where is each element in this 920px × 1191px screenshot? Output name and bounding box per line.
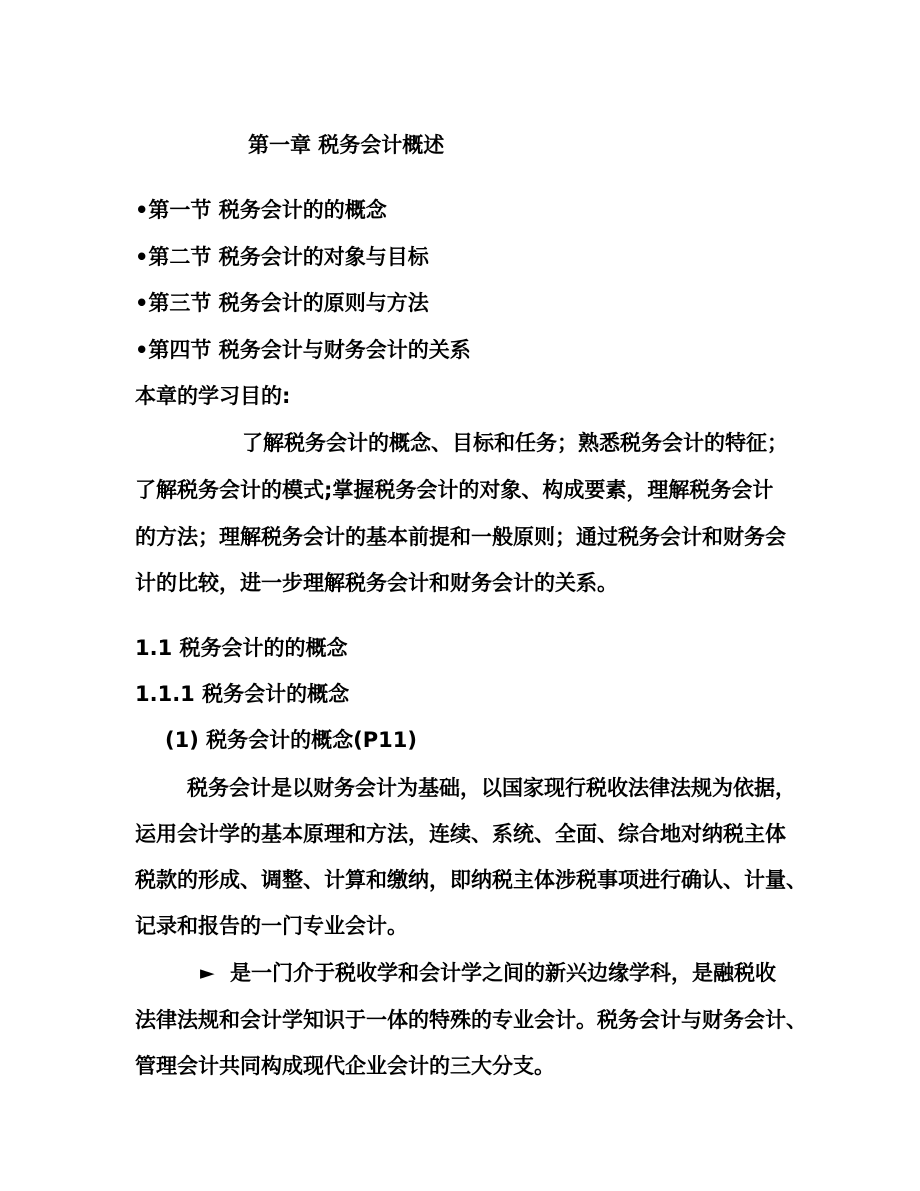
- definition-line: 记录和报告的一门专业会计。: [135, 914, 408, 938]
- heading-1-1-1: 1.1.1 税务会计的概念: [135, 682, 350, 706]
- subheading: (1) 税务会计的概念(P11): [165, 728, 417, 752]
- section-item: •第四节 税务会计与财务会计的关系: [135, 338, 471, 362]
- objectives-heading: 本章的学习目的:: [135, 384, 291, 408]
- definition-line: 税款的形成、调整、计算和缴纳，即纳税主体涉税事项进行确认、计量、: [135, 868, 807, 892]
- heading-1-1: 1.1 税务会计的的概念: [135, 636, 348, 660]
- bullet-line: 法律法规和会计学知识于一体的特殊的专业会计。税务会计与财务会计、: [135, 1008, 807, 1032]
- bullet-line: 是一门介于税收学和会计学之间的新兴边缘学科，是融税收: [230, 961, 776, 985]
- chapter-title: 第一章 税务会计概述: [248, 133, 445, 157]
- objectives-line: 计的比较，进一步理解税务会计和财务会计的关系。: [135, 571, 618, 595]
- definition-line: 税务会计是以财务会计为基础，以国家现行税收法律法规为依据，: [187, 776, 796, 800]
- objectives-line: 了解税务会计的模式;掌握税务会计的对象、构成要素，理解税务会计: [135, 478, 774, 502]
- section-item: •第二节 税务会计的对象与目标: [135, 245, 429, 269]
- bullet-arrow-icon: ►: [200, 962, 215, 984]
- objectives-line: 了解税务会计的概念、目标和任务；熟悉税务会计的特征；: [242, 431, 788, 455]
- section-item: •第三节 税务会计的原则与方法: [135, 291, 429, 315]
- section-item: •第一节 税务会计的的概念: [135, 198, 387, 222]
- objectives-line: 的方法；理解税务会计的基本前提和一般原则；通过税务会计和财务会: [135, 525, 786, 549]
- bullet-line: 管理会计共同构成现代企业会计的三大分支。: [135, 1054, 555, 1078]
- definition-line: 运用会计学的基本原理和方法，连续、系统、全面、综合地对纳税主体: [135, 822, 786, 846]
